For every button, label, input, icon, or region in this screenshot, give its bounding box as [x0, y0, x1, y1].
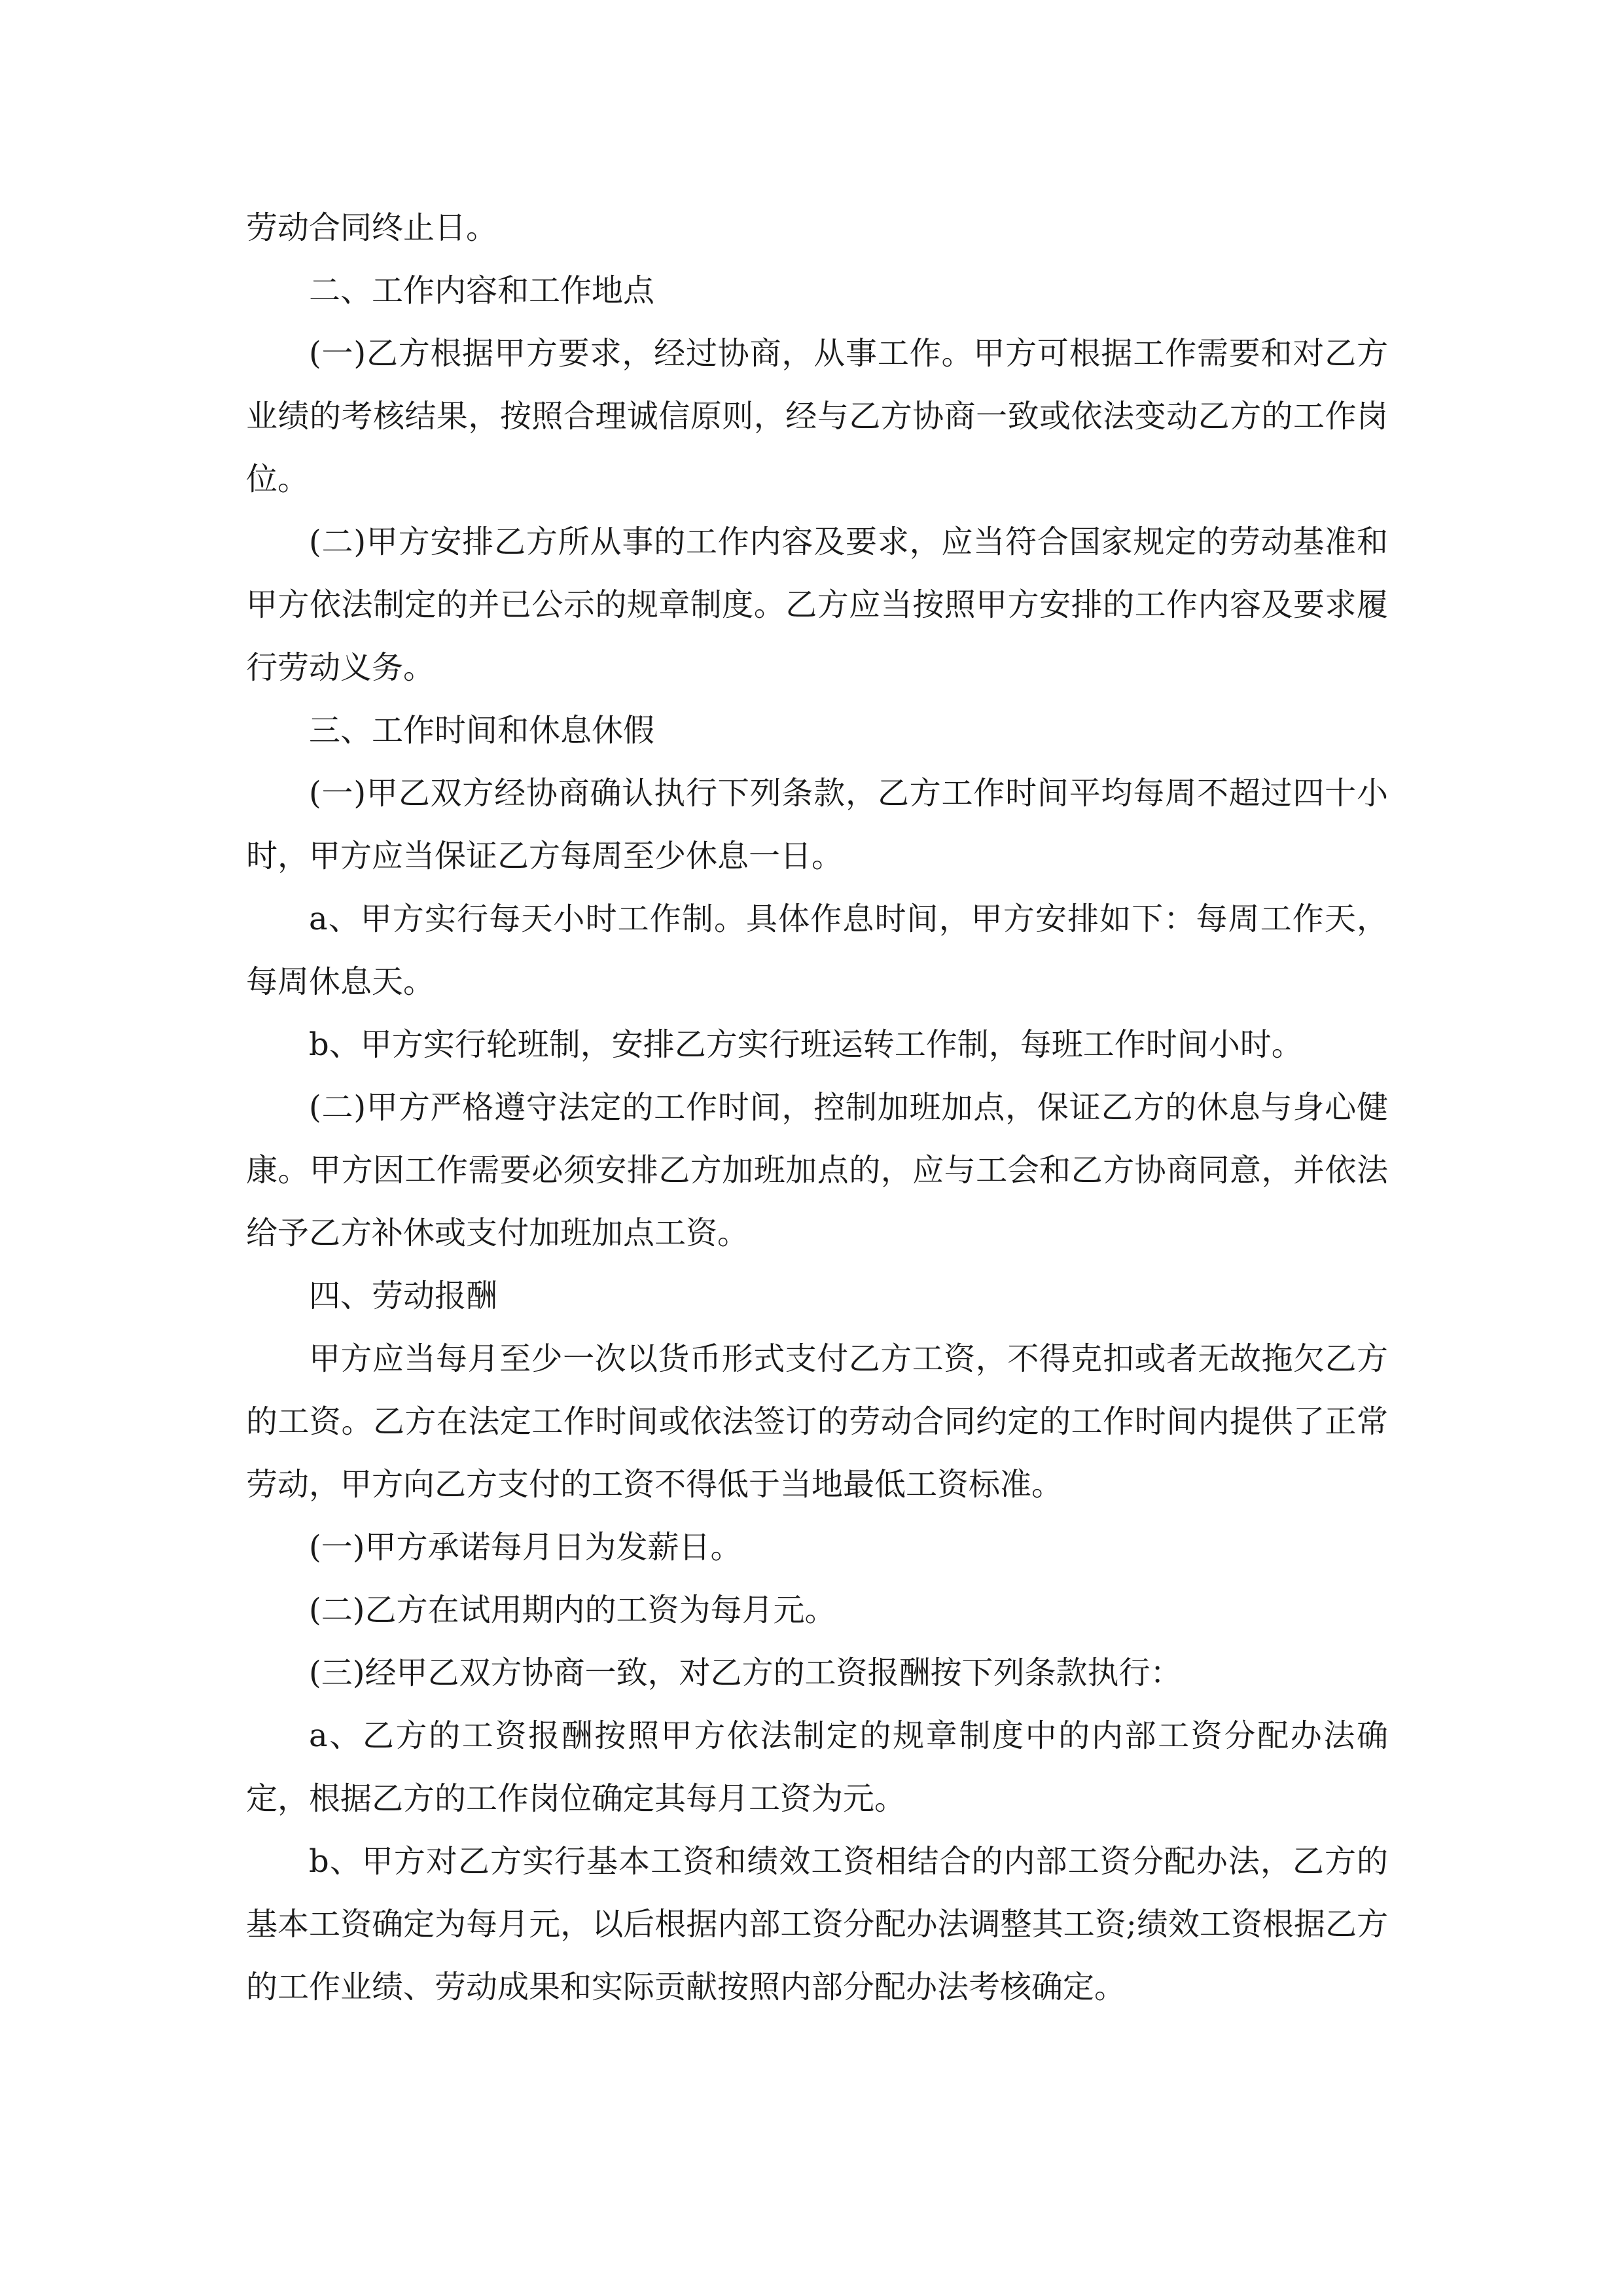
- paragraph: (二)甲方安排乙方所从事的工作内容及要求，应当符合国家规定的劳动基准和甲方依法制定的并已公示的规章制度。乙方应当按照甲方安排的工作内容及要求履行劳动义务。: [246, 524, 1388, 686]
- paragraph: (一)甲方承诺每月日为发薪日。: [309, 1529, 742, 1566]
- paragraph: (三)经甲乙双方协商一致，对乙方的工资报酬按下列条款执行：: [309, 1655, 1182, 1691]
- section-heading-remuneration: 四、劳动报酬: [309, 1278, 498, 1314]
- document-page: [246, 196, 1388, 2018]
- paragraph: a、甲方实行每天小时工作制。具体作息时间，甲方安排如下：每周工作天，每周休息天。: [246, 901, 1388, 1000]
- paragraph: (二)乙方在试用期内的工资为每月元。: [309, 1592, 836, 1628]
- section-heading-work-hours: 三、工作时间和休息休假: [309, 712, 655, 749]
- paragraph: b、甲方实行轮班制，安排乙方实行班运转工作制，每班工作时间小时。: [309, 1026, 1303, 1063]
- paragraph: (一)乙方根据甲方要求，经过协商，从事工作。甲方可根据工作需要和对乙方业绩的考核结果，按照合理诚信原则，经与乙方协商一致或依法变动乙方的工作岗位。: [246, 335, 1388, 497]
- paragraph: b、甲方对乙方实行基本工资和绩效工资相结合的内部工资分配办法，乙方的基本工资确定为每月元，以后根据内部工资分配办法调整其工资;绩效工资根据乙方的工作业绩、劳动成果和实际贡献按照内部分配办法考核确定。: [246, 1843, 1388, 2005]
- section-heading-work-content: 二、工作内容和工作地点: [309, 272, 655, 309]
- paragraph-continuation: 劳动合同终止日。: [246, 209, 498, 246]
- paragraph: (二)甲方严格遵守法定的工作时间，控制加班加点，保证乙方的休息与身心健康。甲方因工作需要必须安排乙方加班加点的，应与工会和乙方协商同意，并依法给予乙方补休或支付加班加点工资。: [246, 1089, 1388, 1251]
- paragraph: 甲方应当每月至少一次以货币形式支付乙方工资，不得克扣或者无故拖欠乙方的工资。乙方在法定工作时间或依法签订的劳动合同约定的工作时间内提供了正常劳动，甲方向乙方支付的工资不得低于当地最低工资标准。: [246, 1340, 1388, 1503]
- paragraph: a、乙方的工资报酬按照甲方依法制定的规章制度中的内部工资分配办法确定，根据乙方的工作岗位确定其每月工资为元。: [246, 1717, 1388, 1817]
- paragraph: (一)甲乙双方经协商确认执行下列条款，乙方工作时间平均每周不超过四十小时，甲方应当保证乙方每周至少休息一日。: [246, 775, 1388, 874]
